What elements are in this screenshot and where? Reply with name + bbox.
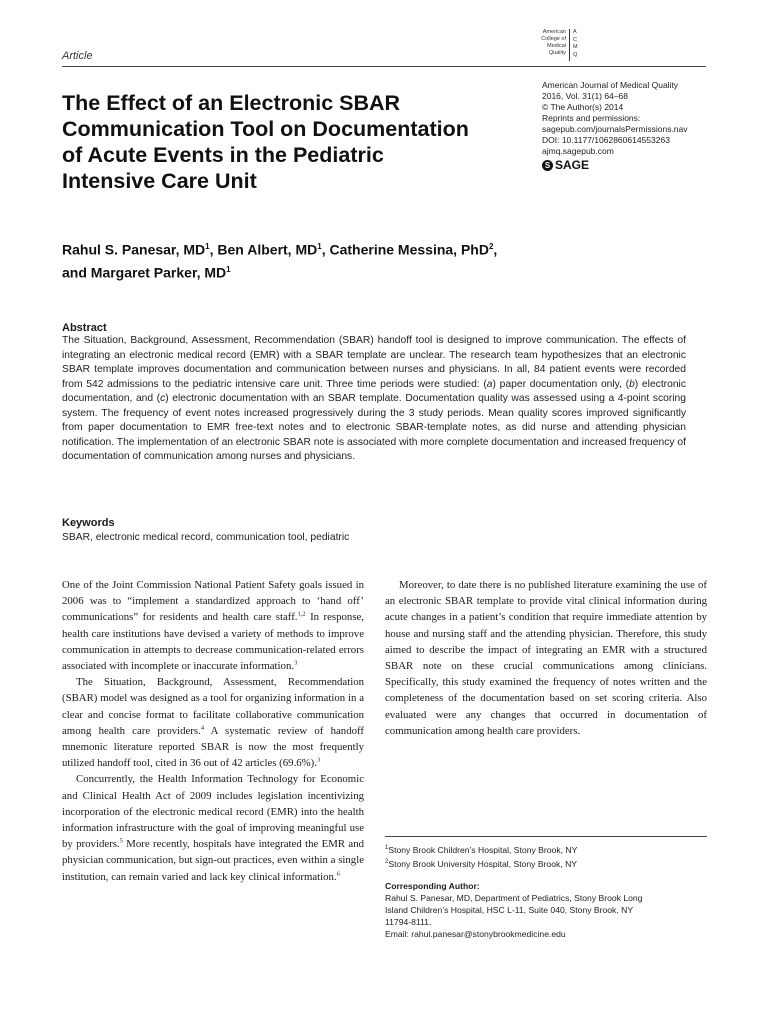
abstract-item-marker: b bbox=[629, 378, 635, 390]
permissions-link[interactable]: sagepub.com/journalsPermissions.nav bbox=[542, 124, 688, 134]
author-list: Rahul S. Panesar, $MD^1$, Ben Albert, $MD^1$, Catherine Messina, PhD$^2$, and Margaret Parker, $MD^1$ bbox=[62, 241, 498, 281]
paragraph-text: Concurrently, the Health Information Technology for Economic and Clinical Health Act of 2009 includes legislation incentivizing incorporation of the electronic medical record (EMR) into the health information infrastructure with the goal of improving meaningful use by providers. bbox=[62, 773, 364, 851]
affiliation-marker: 1 bbox=[317, 242, 322, 251]
abstract-segment: ) electronic documentation, and ( bbox=[62, 378, 686, 404]
affiliation-marker: 1 bbox=[205, 242, 210, 251]
header-rule bbox=[62, 66, 706, 67]
body-column-right bbox=[385, 577, 707, 739]
affiliation-1 bbox=[385, 842, 707, 856]
affiliation-marker: 2 bbox=[488, 242, 494, 251]
permissions-label: Reprints and permissions: bbox=[542, 113, 641, 123]
paragraph-text: A systematic review of handoff mnemonic literature reported SBAR is now the most frequently utilized handoff tool, cited in 36 out of 42 articles (69.6%). bbox=[62, 724, 364, 770]
corresponding-author-line: Island Children’s Hospital, HSC L-11, Suite 040, Stony Brook, NY bbox=[385, 904, 634, 915]
copyright: © The Author(s) 2014 bbox=[542, 102, 624, 112]
abstract-heading: Abstract bbox=[62, 322, 107, 334]
abstract-text bbox=[62, 334, 686, 465]
paragraph-text: In response, health care institutions have devised a variety of methods to improve communication in attempts to decrease communication-related errors associated with incomplete or inaccurate information. bbox=[62, 611, 365, 673]
abstract-segment: ) paper documentation only, ( bbox=[492, 378, 630, 390]
affiliation-text: Stony Brook University Hospital, Stony Brook, NY bbox=[388, 858, 578, 869]
journal-volume: 2016, Vol. 31(1) 64–68 bbox=[542, 91, 629, 101]
body-column-left bbox=[62, 577, 364, 885]
logo-letter: Q bbox=[573, 51, 578, 58]
sage-wordmark: SAGE bbox=[555, 158, 590, 172]
corresponding-author-heading: Corresponding Author: bbox=[385, 880, 480, 891]
citation-ref: 5 bbox=[119, 837, 123, 845]
acmq-logo bbox=[528, 29, 588, 63]
journal-website[interactable]: ajmq.sagepub.com bbox=[542, 146, 614, 156]
author-name: Catherine Messina, PhD bbox=[329, 241, 489, 258]
logo-letter: C bbox=[573, 36, 577, 43]
article-type-label: Article bbox=[62, 50, 93, 62]
author-name: and Margaret Parker, MD bbox=[62, 264, 227, 281]
sage-mark-icon: S bbox=[542, 160, 553, 171]
abstract-item-marker: c bbox=[160, 393, 166, 404]
journal-info bbox=[542, 80, 688, 157]
citation-ref: 4 bbox=[200, 724, 205, 732]
logo-letter: A bbox=[573, 29, 577, 35]
article-title: The Effect of an Electronic SBAR Communication Tool on Documentation of Acute Events in the Pediatric Intensive Care Unit bbox=[62, 91, 469, 193]
journal-name: American Journal of Medical Quality bbox=[542, 80, 679, 90]
footnotes bbox=[385, 842, 707, 940]
affiliation-text: Stony Brook Children’s Hospital, Stony Brook, NY bbox=[388, 844, 578, 855]
author-name: Ben Albert, MD bbox=[217, 241, 318, 258]
affiliation-2 bbox=[385, 856, 707, 870]
body-paragraph bbox=[62, 771, 364, 884]
body-paragraph bbox=[62, 674, 364, 771]
keywords-heading: Keywords bbox=[62, 517, 115, 529]
body-paragraph: Moreover, to date there is no published literature examining the use of an electronic SBAR template to provide vital clinical information during acute changes in a patient’s condition that require immediate attention by house and nursing staff and the attending physician. Therefore, this study aimed to describe the impact of integrating an EMR with a structured SBAR note on these crucial communications among clinicians. Specifically, this study examined the frequency of notes written and the completeness of the documentation based on set scoring criteria. Also evaluated were any changes that occurred in documentation of communication among health care providers. bbox=[385, 579, 707, 737]
abstract-item-marker: a bbox=[486, 378, 493, 390]
corresponding-author-email[interactable]: Email: rahul.panesar@stonybrookmedicine.edu bbox=[385, 928, 566, 939]
footnote-rule bbox=[385, 836, 707, 837]
citation-ref: 1,2 bbox=[297, 610, 306, 618]
sage-logo bbox=[542, 158, 589, 172]
logo-divider bbox=[569, 29, 570, 61]
logo-word: College of bbox=[541, 36, 566, 42]
logo-letters bbox=[573, 29, 578, 59]
logo-word: Medical bbox=[547, 43, 566, 49]
citation-ref: 6 bbox=[336, 870, 340, 878]
corresponding-author-line: 11794-8111. bbox=[385, 916, 432, 927]
citation-ref: 3 bbox=[316, 756, 321, 764]
paragraph-text: More recently, hospitals have integrated the EMR and physician communication, but sign-out practices, even within a single institution, can remain varied and lack key clinical information. bbox=[62, 838, 364, 883]
corresponding-author-line: Rahul S. Panesar, MD, Department of Pediatrics, Stony Brook Long bbox=[385, 892, 643, 903]
paragraph-text: One of the Joint Commission National Patient Safety goals issued in 2006 was to “implement a standardized approach to ‘hand off’ communications” for residents and health care staff. bbox=[62, 579, 364, 624]
logo-words bbox=[526, 29, 566, 57]
logo-word: Quality bbox=[548, 50, 566, 56]
citation-ref: 3 bbox=[294, 659, 298, 667]
abstract-segment: The Situation, Background, Assessment, Recommendation (SBAR) handoff tool is designed to improve communication. The effects of integrating an electronic medical record (EMR) with a SBAR template are unclear. The research team hypothesizes that an electronic SBAR template improves documentation and communication between nurses and physicians. In all, 84 patient events were recorded from 542 admissions to the pediatric intensive care unit. Three time periods were studied: ( bbox=[62, 335, 686, 390]
body-paragraph bbox=[62, 577, 364, 674]
author-name: Rahul S. Panesar, MD bbox=[62, 241, 206, 258]
logo-word: American bbox=[542, 29, 566, 35]
affiliation-marker: 2 bbox=[385, 858, 389, 865]
affiliation-marker: 1 bbox=[226, 264, 231, 274]
keywords-text: SBAR, electronic medical record, communication tool, pediatric bbox=[62, 532, 350, 543]
affiliation-marker: 1 bbox=[385, 845, 389, 851]
doi: DOI: 10.1177/1062860614553263 bbox=[542, 135, 670, 145]
abstract-segment: ) electronic documentation with an SBAR template. Documentation quality was assessed using a 4-point scoring system. The frequency of event notes increased progressively during the 3 study periods. Mean quality scores improved significantly from paper documentation to EMR free-text notes and to electronic SBAR-template notes, as did nurse and attending physician notification. The implementation of an electronic SBAR note is associated with more complete documentation and increased frequency of documentation of communication among nurses and physicians. bbox=[62, 393, 687, 462]
paragraph-text: The Situation, Background, Assessment, Recommendation (SBAR) model was designed as a tool for organizing information in a clear and concise format to facilitate collaborative communication among health care providers. bbox=[62, 676, 364, 737]
logo-letter: M bbox=[573, 44, 578, 50]
